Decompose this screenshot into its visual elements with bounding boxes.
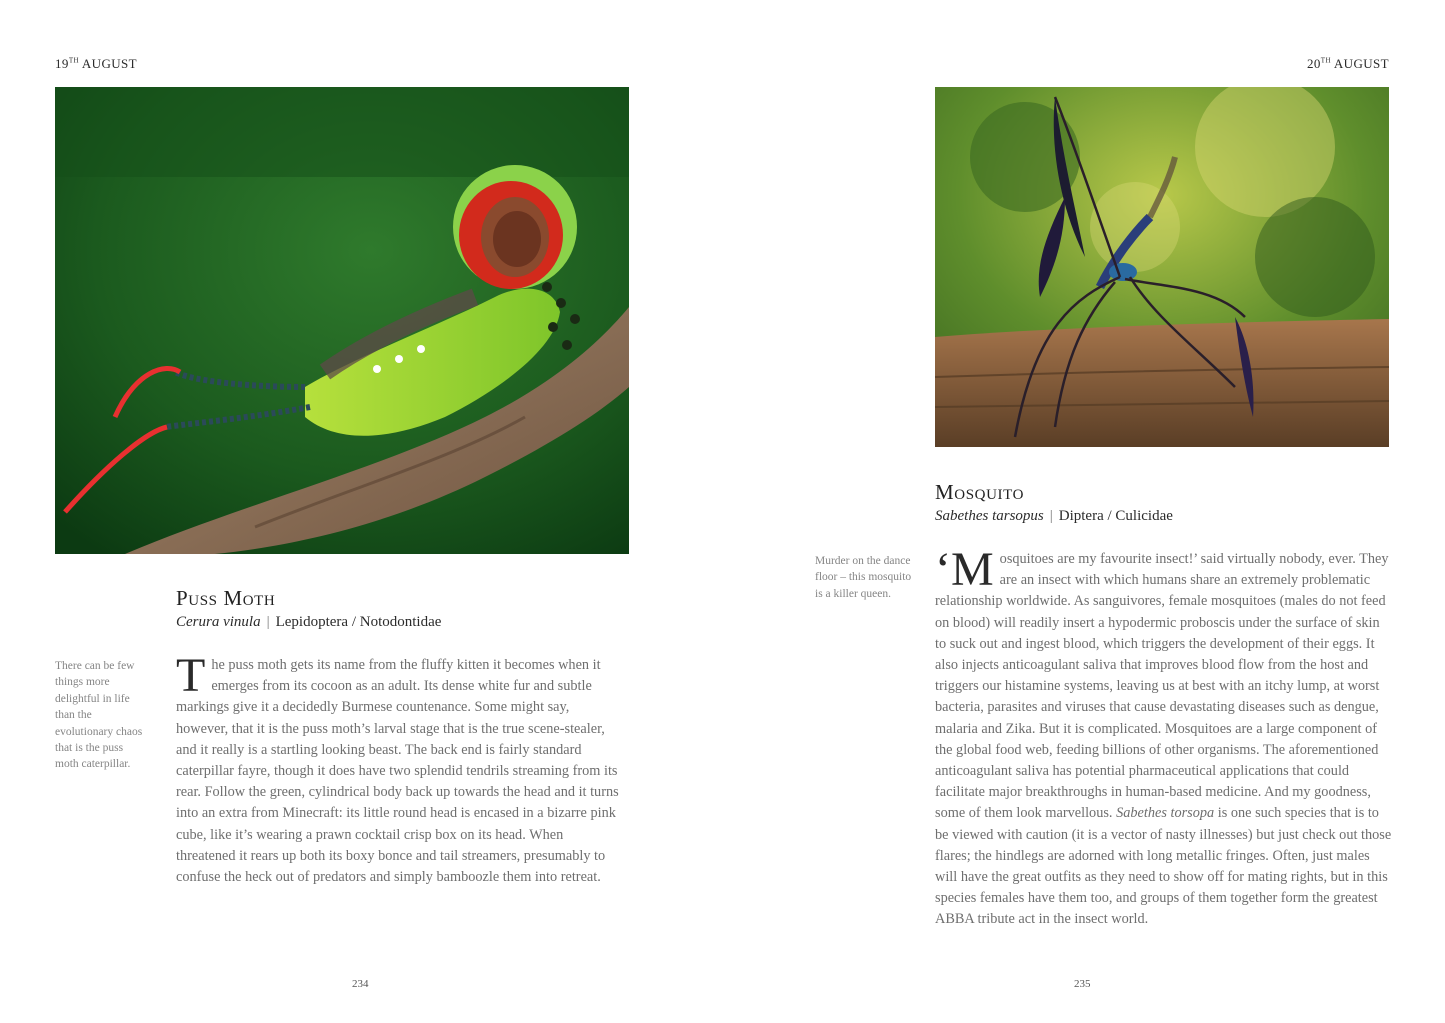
body-text	[176, 649, 622, 888]
date-month: AUGUST	[1333, 56, 1389, 71]
body-paragraph: he puss moth gets its name from the fluffy kitten it becomes when it emerges from its cocoon as an adult. Its dense white fur and subtle markings give it a decidedly Burmese countenance. Some might say, however, that it is the puss moth’s larval stage that is the true scene-stealer, and it really is a startling looking beast. The back end is fairly standard caterpillar fayre, though it does have two splendid tendrils streaming from its rear. Follow the green, cylindrical body back up towards the head and it turns into an extra from Minecraft: its little round head is encased in a bizarre pink cube, like it’s wearing a prawn cocktail crisp box on its head. When threatened it rears up both its boxy bonce and tail streamers, presumably to confuse the heck out of predators and simply bamboozle them into retreat.	[176, 657, 619, 886]
drop-cap: T	[176, 649, 206, 702]
body-species-name: Sabethes torsopa	[1116, 805, 1215, 822]
species-title: Mosquito	[935, 480, 1025, 504]
classification: Lepidoptera / Notodontidae	[275, 614, 442, 630]
sidebar-caption: Murder on the dance floor – this mosquito is a killer queen.	[815, 555, 912, 600]
date-day: 20	[1306, 56, 1321, 71]
puss-moth-caterpillar-photo	[55, 87, 629, 554]
species-taxonomy	[176, 614, 441, 631]
species-title: Puss Moth	[176, 586, 276, 610]
drop-cap: ‘M	[935, 543, 994, 596]
taxonomy-separator: |	[1049, 508, 1053, 524]
classification: Diptera / Culicidae	[1058, 508, 1173, 524]
page-date	[1307, 56, 1389, 72]
left-page	[0, 0, 722, 1023]
page-number: 234	[352, 978, 369, 990]
sidebar-caption: There can be few things more delightful in life than the evolutionary chaos that is the puss moth caterpillar.	[55, 660, 143, 771]
page-date	[55, 56, 137, 72]
body-paragraph-start: osquitoes are my favourite insect!’ said virtually nobody, ever. They are an insect with which humans share an extremely problematic relationship worldwide. As sanguivores, female mosquitoes (males do not feed on blood) will readily insert a hypodermic proboscis under the surface of skin to suck out and ingest blood, which triggers the development of their eggs. It also injects anticoagulant saliva that improves blood flow from the host and triggers our histamine systems, leaving us at best with an itchy lump, at worst bacteria, parasites and viruses that cause devastating diseases such as dengue, malaria and Zika. But it is complicated. Mosquitoes are a large component of the global food web, feeding billions of other organisms. The aforementioned anticoagulant saliva has potential pharmaceutical applications that could facilitate major breakthroughs in human-based medicine. And my goodness, some of them look marvellous.	[935, 551, 1389, 822]
date-month: AUGUST	[81, 56, 138, 71]
body-paragraph-end: is one such species that is to be viewed with caution (it is a vector of nasty illnesses) but just check out those flares; the hindlegs are adorned with long metallic fringes. Often, just males will have the great outfits as they need to show off for mating rights, but in this species females have them too, and groups of them together form the greatest ABBA tribute act in the insect world.	[935, 805, 1392, 928]
page-number: 235	[1074, 978, 1091, 990]
taxonomy-separator: |	[266, 614, 270, 630]
date-suffix: TH	[68, 56, 79, 65]
date-suffix: TH	[1320, 56, 1331, 65]
scientific-name: Cerura vinula	[176, 614, 261, 630]
mosquito-photo	[935, 87, 1389, 447]
scientific-name: Sabethes tarsopus	[935, 508, 1044, 524]
right-page	[722, 0, 1445, 1023]
date-day: 19	[55, 56, 69, 71]
body-text	[935, 543, 1392, 931]
species-taxonomy	[935, 508, 1173, 525]
